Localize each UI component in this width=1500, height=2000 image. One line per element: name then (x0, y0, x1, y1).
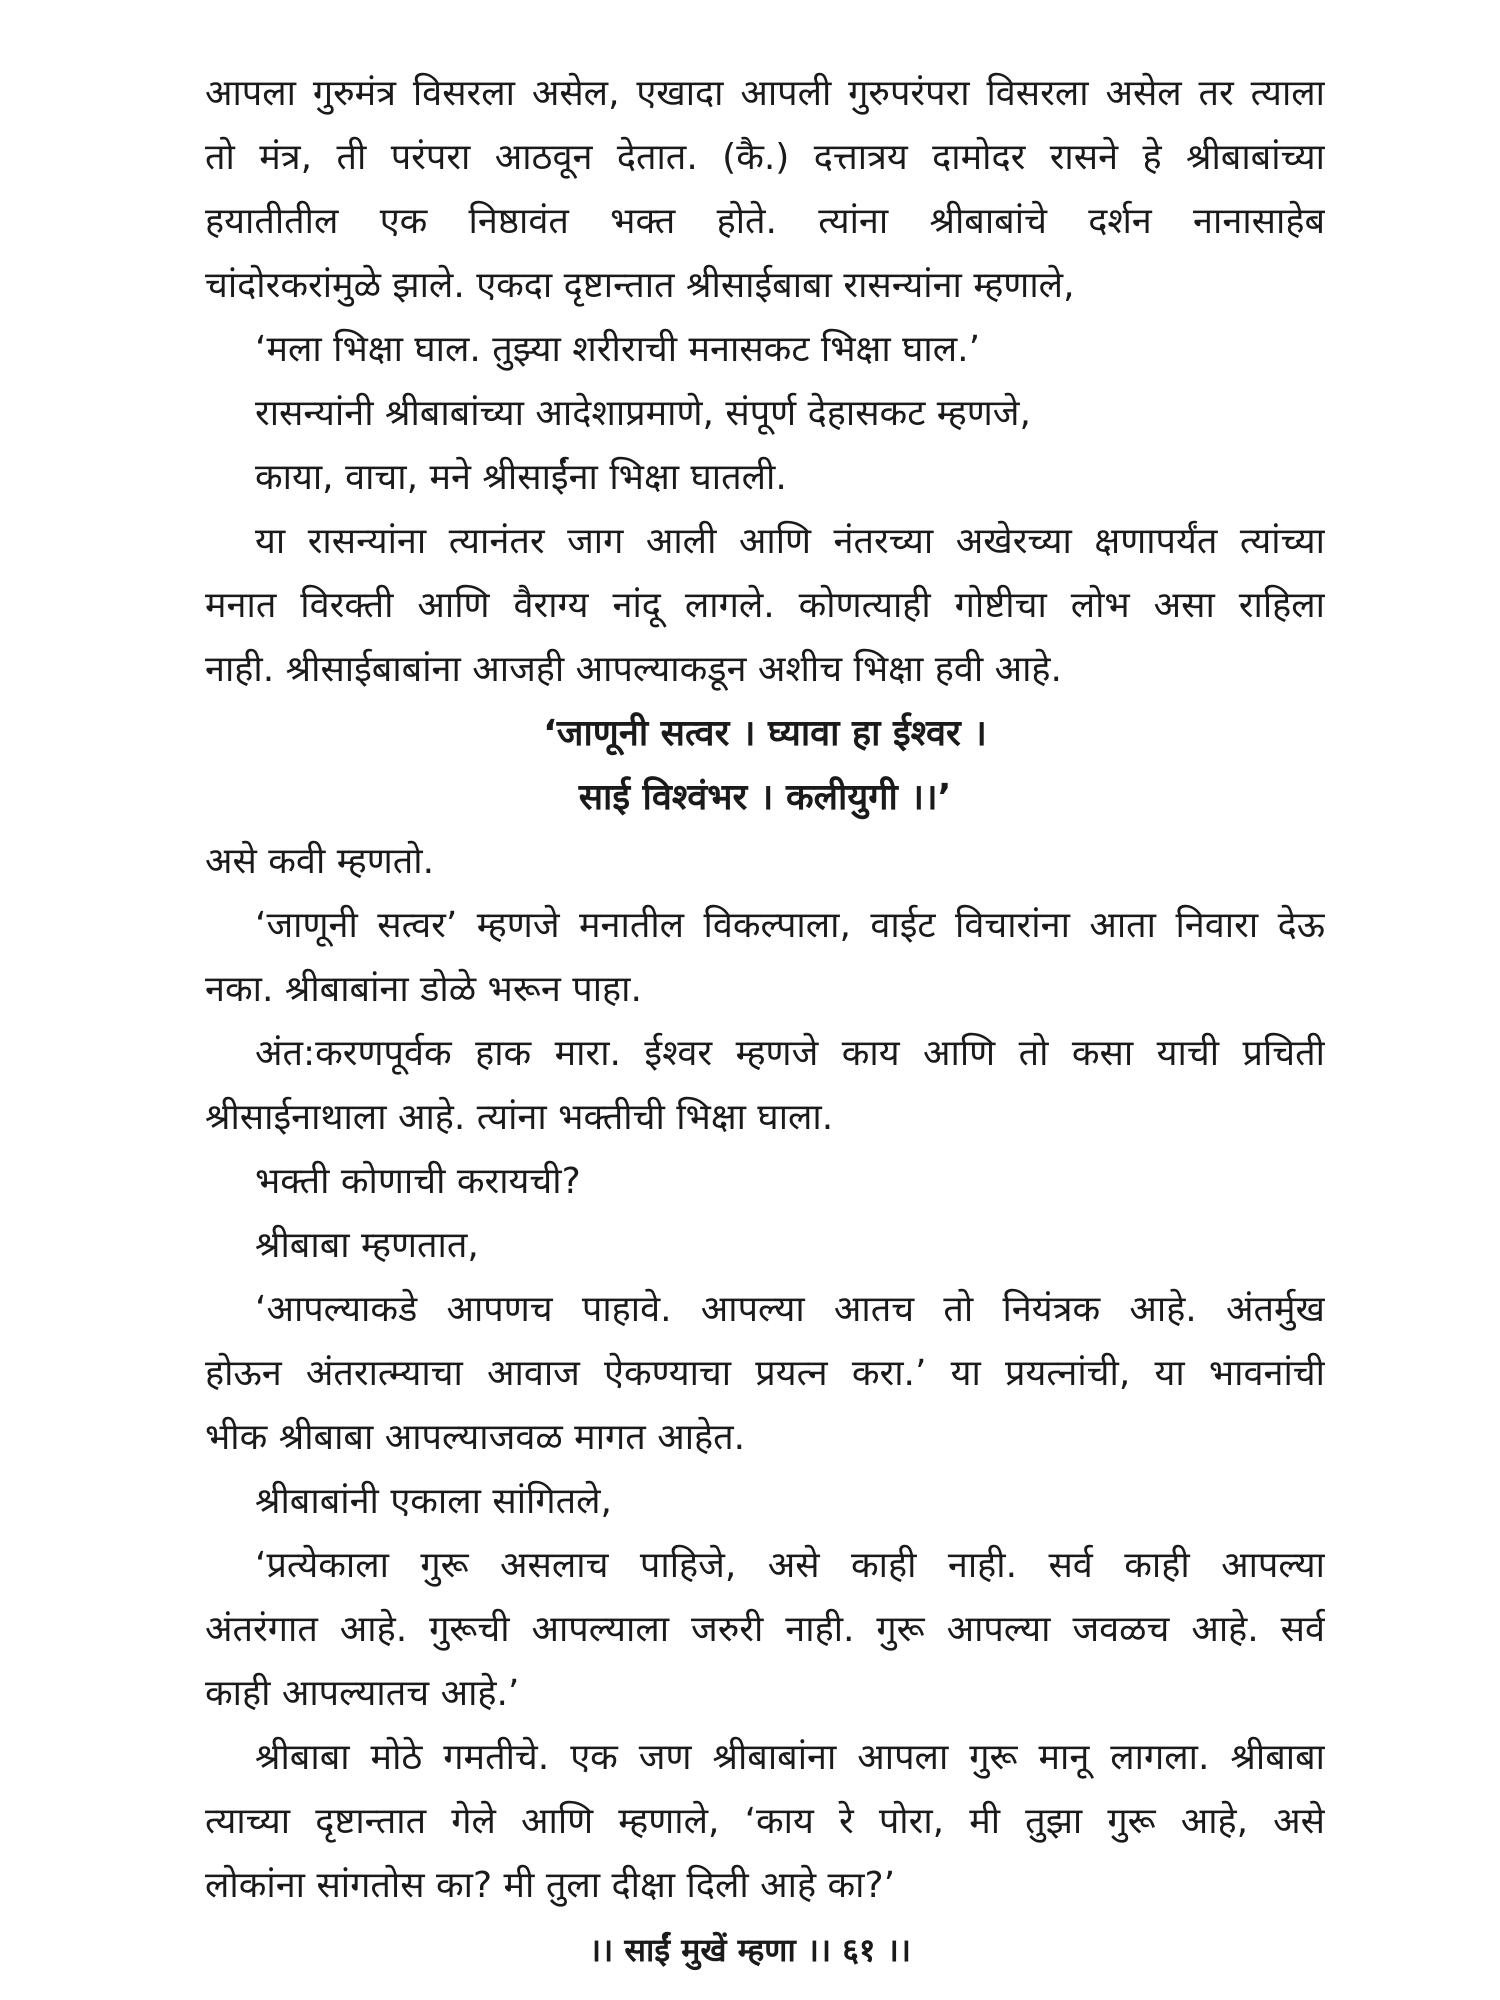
text-line: नाही. श्रीसाईबाबांना आजही आपल्याकडून अशीच भिक्षा हवी आहे. (205, 649, 1062, 690)
verse-line: साई विश्वंभर । कलीयुगी ।।’ (578, 777, 952, 818)
text-line: हयातीतील एक निष्ठावंत भक्त होते. त्यांना श्रीबाबांचे दर्शन नानासाहेब (205, 201, 1325, 242)
text-line: श्रीसाईनाथाला आहे. त्यांना भक्तीची भिक्षा घाला. (205, 1097, 834, 1138)
text-line: अंत:करणपूर्वक हाक मारा. ईश्वर म्हणजे काय आणि तो कसा याची प्रचिती (255, 1033, 1325, 1074)
quote-line: ‘प्रत्येकाला गुरू असलाच पाहिजे, असे काही नाही. सर्व काही आपल्या (255, 1545, 1325, 1586)
text-line: नका. श्रीबाबांना डोळे भरून पाहा. (205, 969, 642, 1010)
text-line: होऊन अंतरात्म्याचा आवाज ऐकण्याचा प्रयत्न करा.’ या प्रयत्नांची, या भावनांची (205, 1353, 1325, 1394)
text-line: ‘जाणूनी सत्वर’ म्हणजे मनातील विकल्पाला, वाईट विचारांना आता निवारा देऊ (255, 905, 1325, 946)
text-line: श्रीबाबा मोठे गमतीचे. एक जण श्रीबाबांना आपला गुरू मानू लागला. श्रीबाबा (255, 1737, 1325, 1778)
text-line: तो मंत्र, ती परंपरा आठवून देतात. (कै.) दत्तात्रय दामोदर रासने हे श्रीबाबांच्या (205, 137, 1325, 178)
text-line: काया, वाचा, मने श्रीसाईंना भिक्षा घातली. (255, 457, 787, 498)
page-body-text (205, 62, 1325, 1918)
text-line: आपला गुरुमंत्र विसरला असेल, एखादा आपली गुरुपरंपरा विसरला असेल तर त्याला (205, 73, 1325, 114)
text-line: भक्ती कोणाची करायची? (255, 1161, 581, 1202)
quote-line: ‘आपल्याकडे आपणच पाहावे. आपल्या आतच तो नियंत्रक आहे. अंतर्मुख (255, 1289, 1325, 1330)
text-line: त्याच्या दृष्टान्तात गेले आणि म्हणाले, ‘काय रे पोरा, मी तुझा गुरू आहे, असे (205, 1801, 1325, 1842)
page-footer: ।। साईं मुखें म्हणा ।। ६१ ।। (589, 1931, 911, 1969)
text-line: भीक श्रीबाबा आपल्याजवळ मागत आहेत. (205, 1417, 746, 1458)
quote-line: ‘मला भिक्षा घाल. तुझ्या शरीराची मनासकट भिक्षा घाल.’ (255, 329, 981, 370)
verse-line: ‘जाणूनी सत्वर । घ्यावा हा ईश्वर । (543, 713, 987, 754)
text-line: या रासन्यांना त्यानंतर जाग आली आणि नंतरच्या अखेरच्या क्षणापर्यंत त्यांच्या (255, 521, 1325, 562)
text-line: काही आपल्यातच आहे.’ (205, 1673, 520, 1714)
text-line: श्रीबाबा म्हणतात, (255, 1225, 479, 1266)
text-line: मनात विरक्ती आणि वैराग्य नांदू लागले. कोणत्याही गोष्टीचा लोभ असा राहिला (205, 585, 1325, 626)
text-line: लोकांना सांगतोस का? मी तुला दीक्षा दिली आहे का?’ (205, 1865, 896, 1906)
text-line: श्रीबाबांनी एकाला सांगितले, (255, 1481, 612, 1522)
text-line: चांदोरकरांमुळे झाले. एकदा दृष्टान्तात श्रीसाईबाबा रासन्यांना म्हणाले, (205, 265, 1075, 306)
text-line: असे कवी म्हणतो. (205, 841, 435, 882)
text-line: अंतरंगात आहे. गुरूची आपल्याला जरुरी नाही. गुरू आपल्या जवळच आहे. सर्व (205, 1609, 1325, 1650)
text-line: रासन्यांनी श्रीबाबांच्या आदेशाप्रमाणे, संपूर्ण देहासकट म्हणजे, (255, 393, 1031, 434)
